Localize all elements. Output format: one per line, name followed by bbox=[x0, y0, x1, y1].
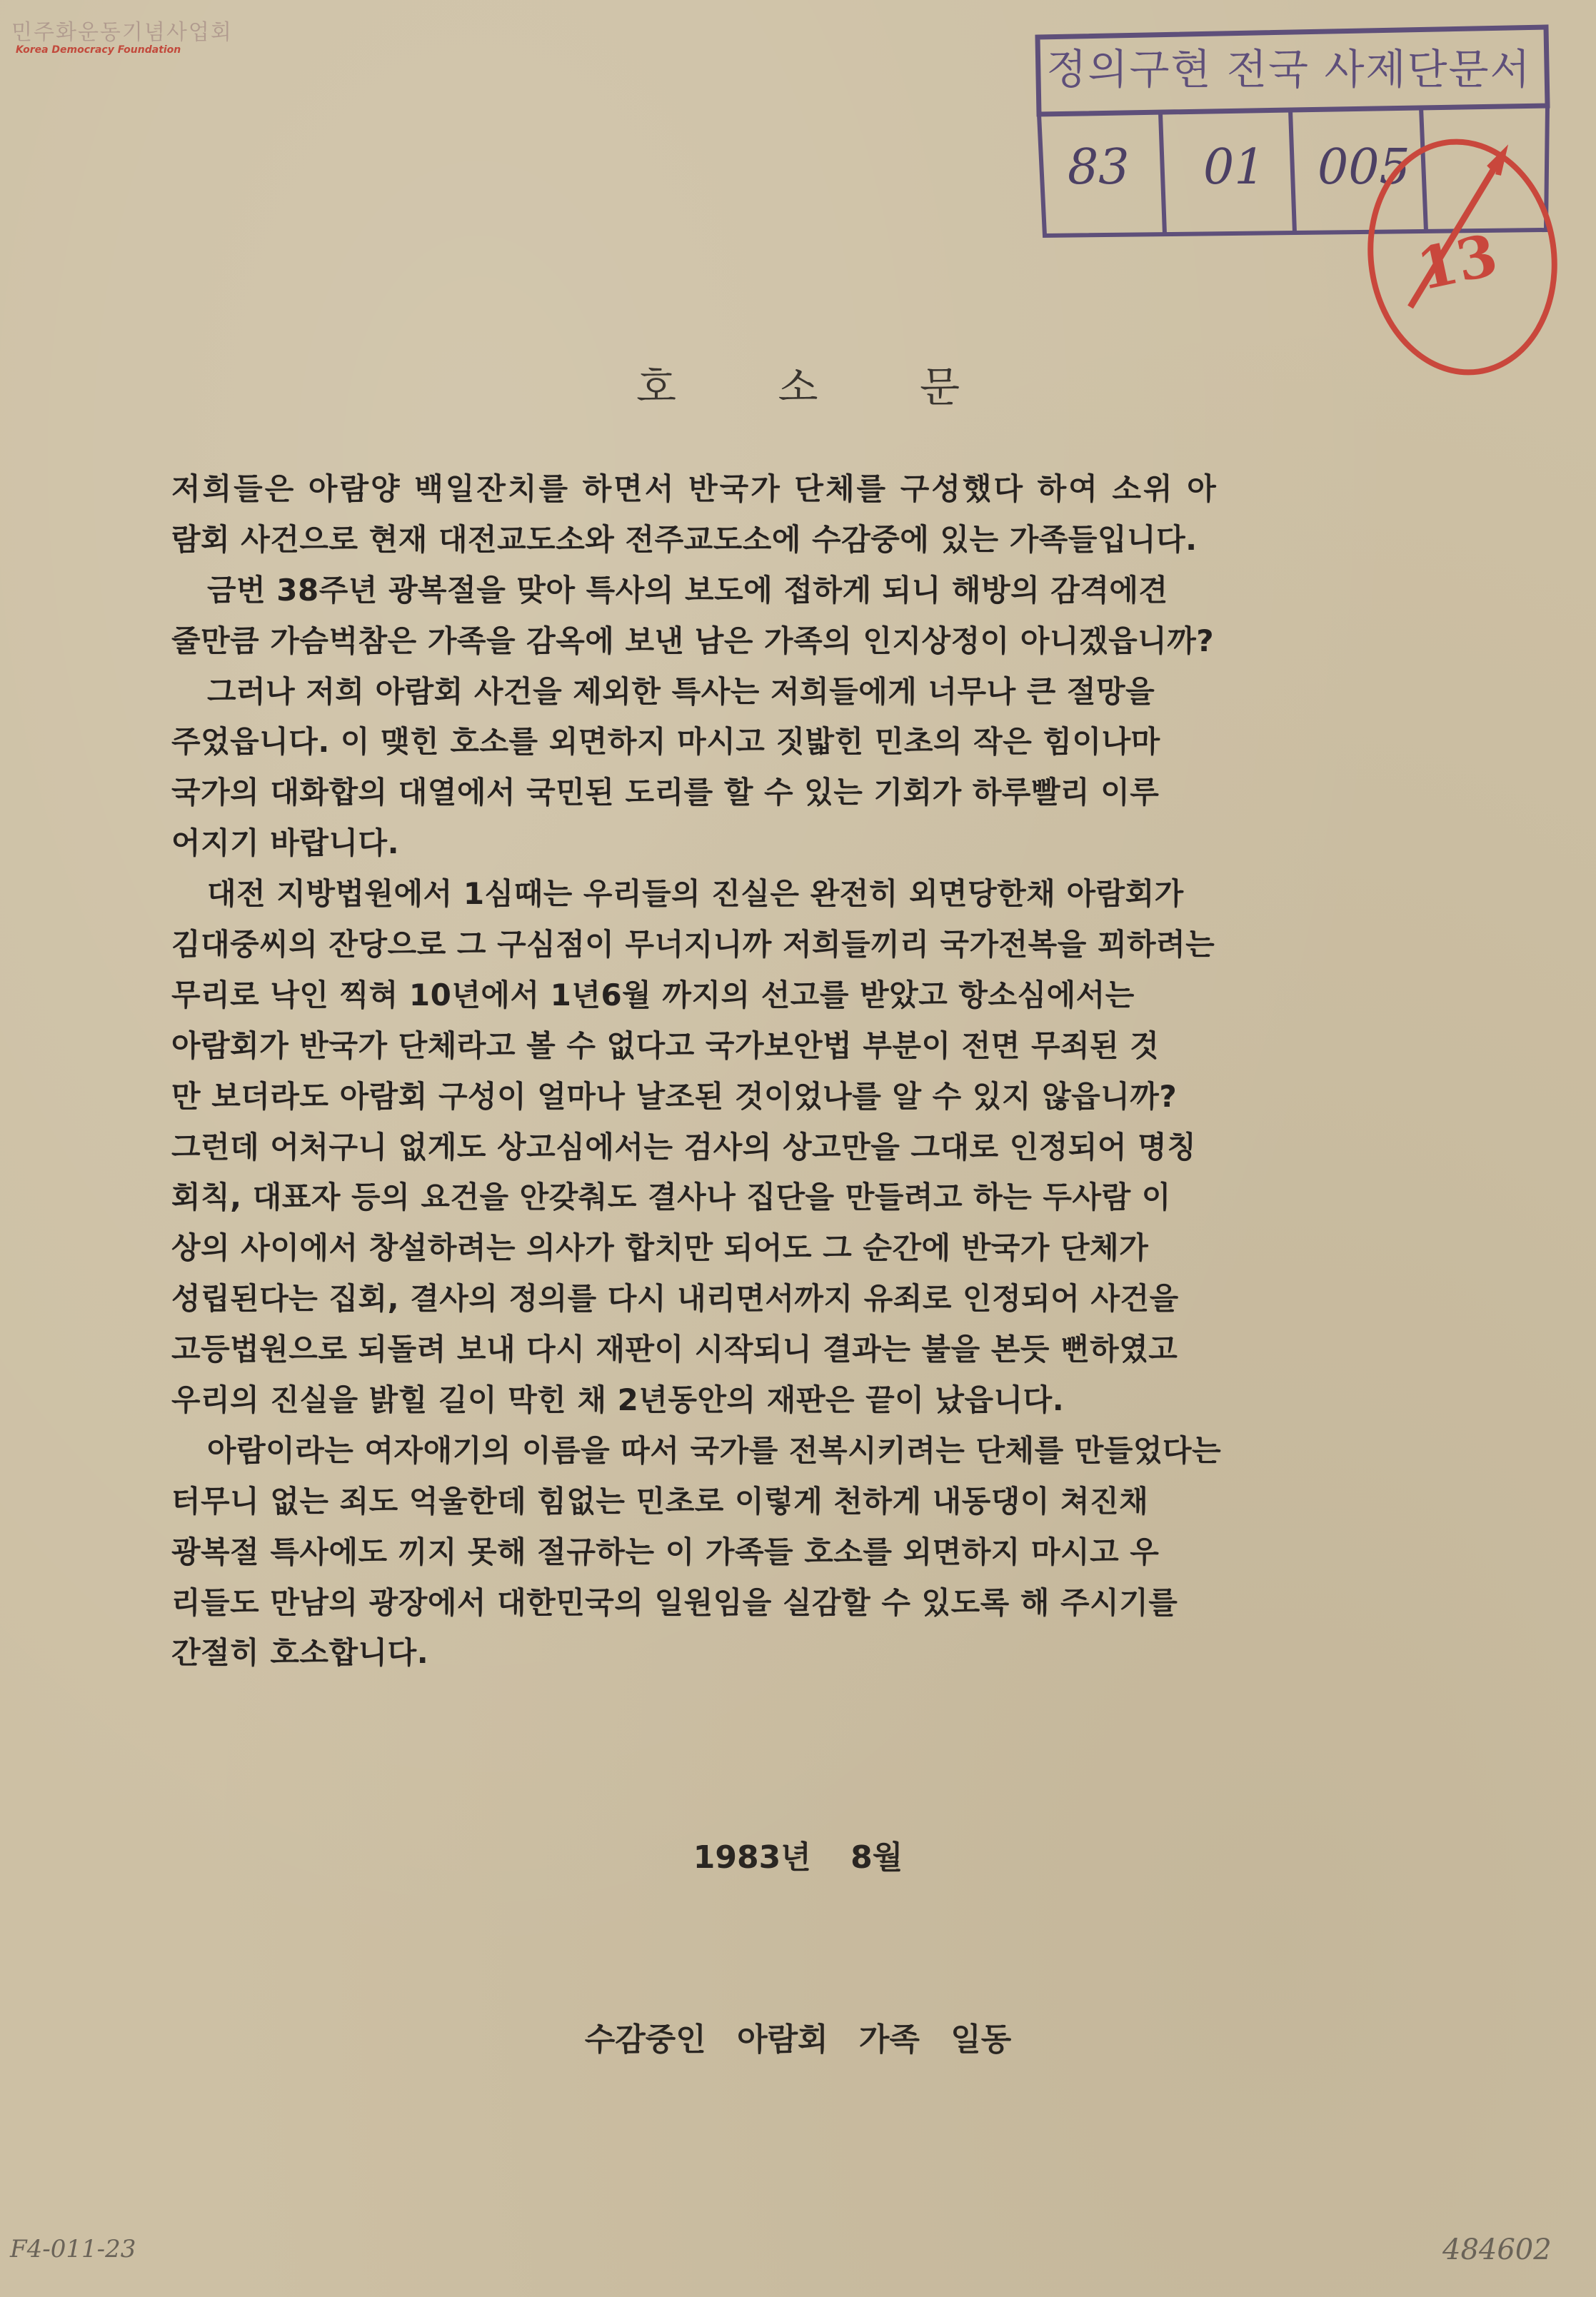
body-line: 저희들은 아람양 백일잔치를 하면서 반국가 단체를 구성했다 하여 소위 아 bbox=[171, 471, 1218, 506]
archive-stamp bbox=[1032, 21, 1553, 239]
body-line: 리들도 만남의 광장에서 대한민국의 일원임을 실감할 수 있도록 해 주시기를 bbox=[171, 1584, 1178, 1620]
foundation-watermark bbox=[11, 14, 233, 64]
watermark-subtext: Korea Democracy Foundation bbox=[16, 44, 181, 56]
seal-number: 13 bbox=[1411, 221, 1503, 303]
body-line: 상의 사이에서 창설하려는 의사가 합치만 되어도 그 순간에 반국가 단체가 bbox=[171, 1230, 1149, 1266]
body-line: 회칙, 대표자 등의 요건을 안갖춰도 결사나 집단을 만들려고 하는 두사람 이 bbox=[171, 1180, 1171, 1215]
serial-number: 484602 bbox=[1442, 2233, 1552, 2266]
body-line: 금번 38주년 광복절을 맞아 특사의 보도에 접하게 되니 해방의 감격에견 bbox=[207, 572, 1168, 608]
body-line: 간절히 호소합니다. bbox=[171, 1635, 429, 1671]
body-line: 우리의 진실을 밝힐 길이 막힌 채 2년동안의 재판은 끝이 났읍니다. bbox=[171, 1382, 1065, 1418]
document-date: 1983년 8월 bbox=[693, 1839, 903, 1876]
document-signature: 수감중인 아람회 가족 일동 bbox=[584, 2021, 1012, 2058]
body-line: 무리로 낙인 찍혀 10년에서 1년6월 까지의 선고를 받았고 항소심에서는 bbox=[171, 977, 1135, 1012]
document-body bbox=[171, 464, 1471, 1679]
body-line: 줄만큼 가슴벅참은 가족을 감옥에 보낸 남은 가족의 인지상정이 아니겠읍니까? bbox=[171, 623, 1215, 658]
body-line: 그러나 저희 아람회 사건을 제외한 특사는 저희들에게 너무나 큰 절망을 bbox=[207, 673, 1155, 709]
body-line: 성립된다는 집회, 결사의 정의를 다시 내리면서까지 유죄로 인정되어 사건을 bbox=[171, 1281, 1179, 1317]
stamp-number-3: 005 bbox=[1318, 139, 1410, 196]
body-line: 국가의 대화합의 대열에서 국민된 도리를 할 수 있는 기회가 하루빨리 이루 bbox=[171, 775, 1160, 810]
body-line: 주었읍니다. 이 맺힌 호소를 외면하지 마시고 짓밟힌 민초의 작은 힘이나마 bbox=[171, 724, 1160, 760]
body-line: 그런데 어처구니 없게도 상고심에서는 검사의 상고만을 그대로 인정되어 명칭 bbox=[171, 1129, 1197, 1165]
body-line: 어지기 바랍니다. bbox=[171, 825, 400, 861]
file-code: F4-011-23 bbox=[10, 2235, 136, 2263]
body-line: 고등법원으로 되돌려 보내 다시 재판이 시작되니 결과는 불을 본듯 뻔하였고 bbox=[171, 1332, 1178, 1367]
body-line: 만 보더라도 아람회 구성이 얼마나 날조된 것이었나를 알 수 있지 않읍니까? bbox=[171, 1078, 1178, 1114]
body-line: 대전 지방법원에서 1심때는 우리들의 진실은 완전히 외면당한채 아람회가 bbox=[207, 876, 1184, 912]
stamp-title: 정의구현 전국 사제단문서 bbox=[1046, 45, 1532, 94]
document-title: 호 소 문 bbox=[636, 363, 1004, 411]
stamp-number-1: 83 bbox=[1068, 139, 1130, 196]
watermark-text: 민주화운동기념사업회 bbox=[11, 20, 233, 45]
body-line: 김대중씨의 잔당으로 그 구심점이 무너지니까 저희들끼리 국가전복을 꾀하려는 bbox=[171, 927, 1215, 962]
body-line: 아람이라는 여자애기의 이름을 따서 국가를 전복시키려는 단체를 만들었다는 bbox=[207, 1432, 1222, 1468]
body-line: 람회 사건으로 현재 대전교도소와 전주교도소에 수감중에 있는 가족들입니다. bbox=[171, 521, 1198, 557]
body-line: 터무니 없는 죄도 억울한데 힘없는 민초로 이렇게 천하게 내동댕이 쳐진채 bbox=[171, 1483, 1149, 1519]
stamp-number-2: 01 bbox=[1203, 139, 1265, 196]
body-line: 아람회가 반국가 단체라고 볼 수 없다고 국가보안법 부분이 전면 무죄된 것 bbox=[171, 1027, 1160, 1063]
body-line: 광복절 특사에도 끼지 못해 절규하는 이 가족들 호소를 외면하지 마시고 우 bbox=[171, 1534, 1160, 1569]
